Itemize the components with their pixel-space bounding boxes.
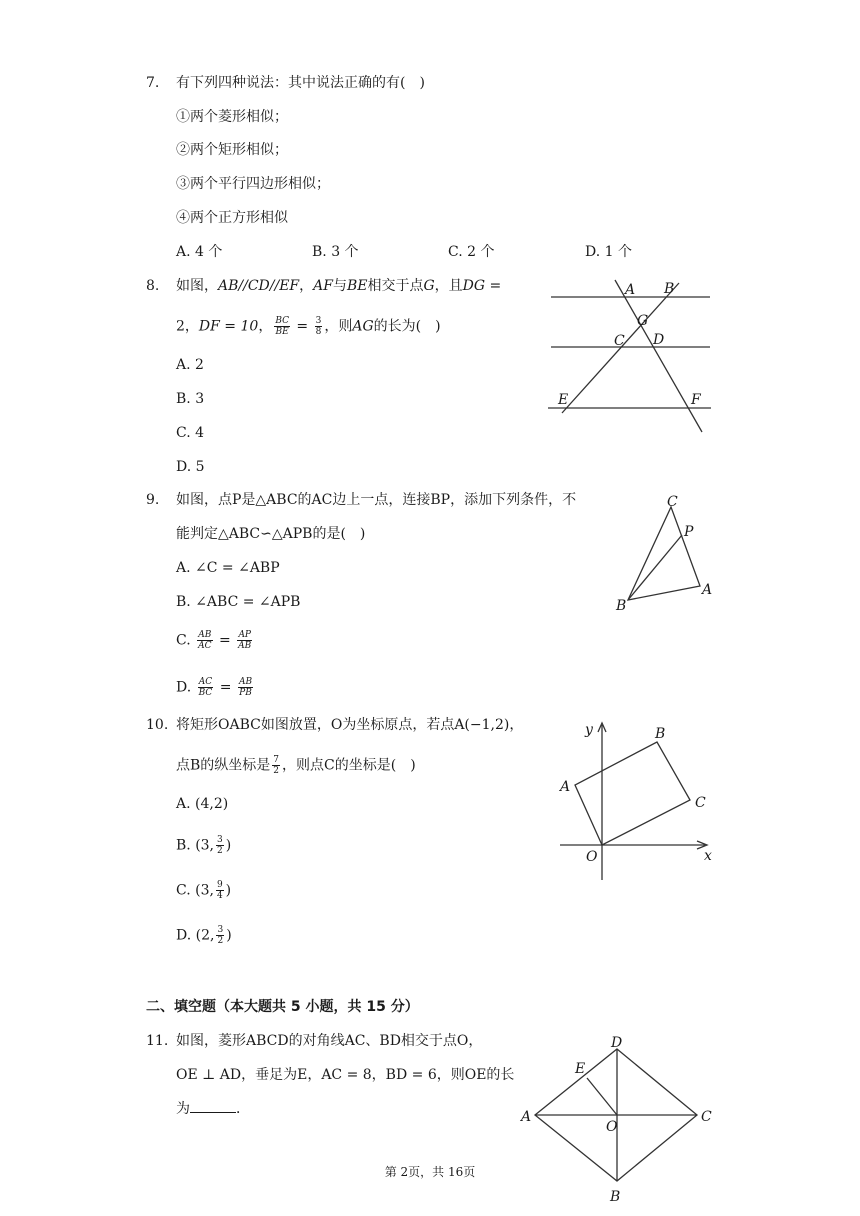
q8-label-b: B	[664, 281, 675, 297]
q7-item-3: ③两个平行四边形相似；	[176, 176, 330, 192]
q8-figure-parallel-lines	[540, 275, 720, 440]
q11-label-b: B	[610, 1189, 621, 1205]
q7-number: 7.	[146, 75, 160, 91]
q10-label-y: y	[585, 722, 593, 738]
q11-number: 11.	[146, 1033, 169, 1049]
q7-item-2: ②两个矩形相似；	[176, 142, 288, 158]
q8-option-b[interactable]: B. 3	[176, 391, 205, 407]
q11-stem-line3: 为 ．	[176, 1101, 250, 1117]
q9-option-d[interactable]: D. $\frac{AC}{BC}$ = $\frac{AB}{PB}$	[176, 677, 253, 698]
q10-stem-line2: 点B的纵坐标是 $\frac{7}{2}$ ，则点C的坐标是( )	[176, 755, 416, 776]
q9-label-p: P	[684, 524, 694, 540]
q7-option-c[interactable]: C. 2 个	[448, 244, 495, 260]
q8-label-a: A	[625, 282, 636, 298]
q8-label-f: F	[691, 392, 701, 408]
q11-label-o: O	[606, 1119, 618, 1135]
q11-stem-line1: 如图，菱形ABCD的对角线AC、BD相交于点O，	[176, 1033, 483, 1049]
q10-figure-coordinate-rectangle	[555, 715, 720, 885]
q11-label-e: E	[575, 1061, 586, 1077]
q10-option-c[interactable]: C. (3, $\frac{9}{4}$ )	[176, 880, 232, 901]
q8-label-c: C	[614, 333, 625, 349]
q9-option-c[interactable]: C. $\frac{AB}{AC}$ = $\frac{AP}{AB}$	[176, 630, 252, 651]
q10-option-b[interactable]: B. (3, $\frac{3}{2}$ )	[176, 835, 232, 856]
q7-option-b[interactable]: B. 3 个	[312, 244, 359, 260]
q8-label-e: E	[558, 392, 569, 408]
q9-figure-triangle	[610, 490, 730, 615]
q8-number: 8.	[146, 278, 160, 294]
q8-label-d: D	[653, 332, 665, 348]
q10-label-x: x	[704, 848, 712, 864]
q8-option-a[interactable]: A. 2	[176, 357, 204, 373]
q9-label-a: A	[702, 582, 713, 598]
q9-stem-line1: 如图，点P是△ABC的AC边上一点，连接BP，添加下列条件，不	[176, 492, 577, 508]
q9-option-a[interactable]: A. ∠C = ∠ABP	[176, 560, 280, 576]
q8-fraction-bc-be: $\frac{BC}{BE}$	[275, 316, 289, 337]
q7-stem: 有下列四种说法：其中说法正确的有( )	[176, 75, 425, 91]
q10-stem-line1: 将矩形OABC如图放置，O为坐标原点，若点A(−1,2)，	[176, 717, 524, 733]
q8-stem-line2: 2，DF = 10， $\frac{BC}{BE}$ = $\frac{3}{8}$ ，则AG的长为( )	[176, 316, 441, 337]
q8-option-d[interactable]: D. 5	[176, 459, 205, 475]
q7-option-d[interactable]: D. 1 个	[585, 244, 632, 260]
q9-label-b: B	[616, 598, 627, 614]
q11-answer-blank[interactable]	[190, 1100, 236, 1113]
q9-label-c: C	[667, 494, 678, 510]
section-fill-in-heading: 二、填空题（本大题共 5 小题，共 15 分）	[146, 999, 419, 1015]
q10-option-a[interactable]: A. (4,2)	[176, 796, 229, 812]
q10-label-b: B	[655, 726, 666, 742]
q11-label-d: D	[611, 1035, 623, 1051]
q8-label-g: G	[637, 313, 649, 329]
q10-number: 10.	[146, 717, 169, 733]
q8-option-c[interactable]: C. 4	[176, 425, 205, 441]
q10-label-c: C	[695, 795, 706, 811]
q9-stem-line2: 能判定△ABC∽△APB的是( )	[176, 526, 366, 542]
q11-label-a: A	[521, 1109, 532, 1125]
q11-label-c: C	[701, 1109, 712, 1125]
q8-stem-line1: 如图，AB//CD//EF，AF与BE相交于点G，且DG =	[176, 278, 502, 294]
q9-number: 9.	[146, 492, 160, 508]
q11-stem-line2: OE ⊥ AD，垂足为E，AC = 8，BD = 6，则OE的长	[176, 1067, 515, 1083]
q10-label-o: O	[586, 849, 598, 865]
q10-option-d[interactable]: D. (2, $\frac{3}{2}$ )	[176, 925, 232, 946]
q7-option-a[interactable]: A. 4 个	[176, 244, 223, 260]
q7-item-1: ①两个菱形相似；	[176, 109, 288, 125]
q7-item-4: ④两个正方形相似	[176, 210, 288, 226]
q11-figure-rhombus	[515, 1035, 720, 1210]
page-footer: 第 2页，共 16页	[384, 1165, 476, 1179]
q9-option-b[interactable]: B. ∠ABC = ∠APB	[176, 594, 301, 610]
q8-fraction-3-8: $\frac{3}{8}$	[315, 316, 322, 337]
q10-label-a: A	[560, 779, 571, 795]
